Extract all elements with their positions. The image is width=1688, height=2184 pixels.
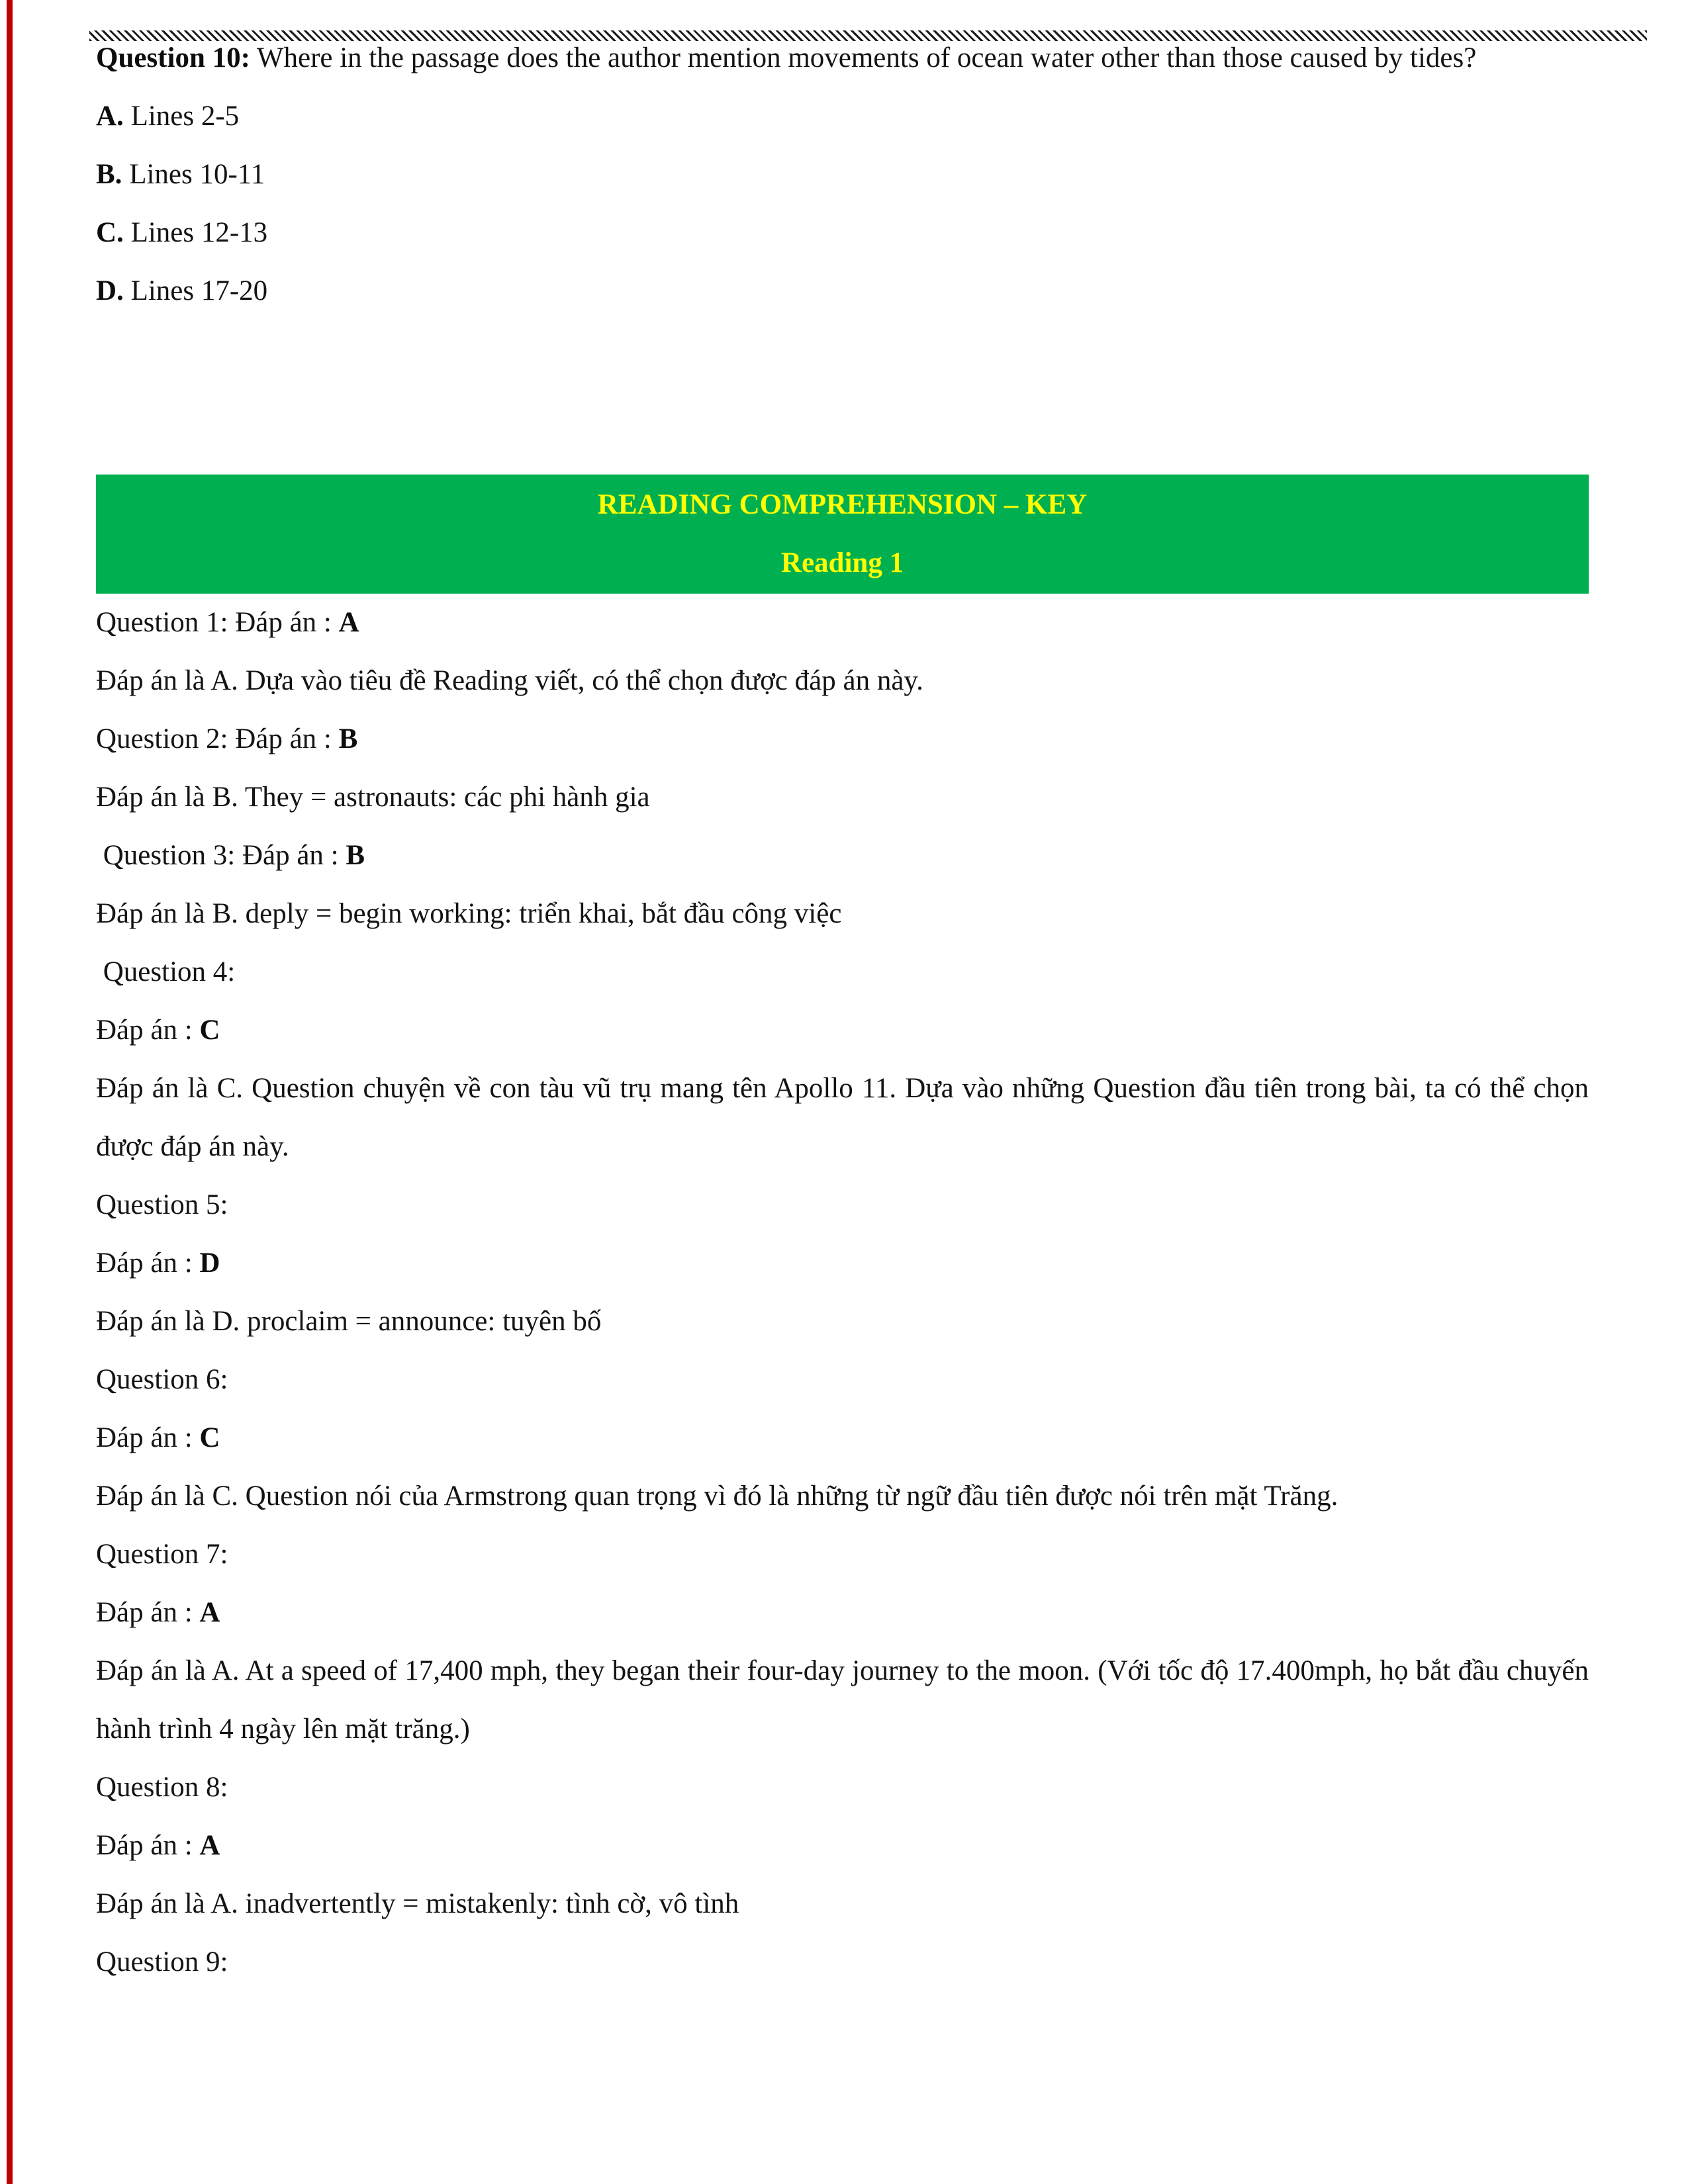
answer-key-line: [96, 1001, 1589, 1060]
answer-key-line: [96, 1758, 1589, 1817]
answer-letter: B: [346, 840, 365, 871]
option-text: Lines 10-11: [122, 159, 265, 190]
answer-text: Question 7:: [96, 1539, 228, 1570]
answer-key-line: [96, 827, 1589, 885]
option-letter: C.: [96, 217, 124, 248]
question-10-options: [96, 87, 1589, 320]
answer-key-line: [96, 1817, 1589, 1875]
answer-key-line: [96, 1409, 1589, 1467]
answer-key-line: [96, 768, 1589, 827]
answer-text: Đáp án là C. Question chuyện về con tàu vũ trụ mang tên Apollo 11. Dựa vào những Question đầu tiên trong bài, ta có thể chọn được đáp án này.: [96, 1073, 1596, 1162]
option-line: [96, 87, 1589, 146]
question-10-body: Where in the passage does the author mention movements of ocean water other than those caused by tides?: [250, 42, 1477, 73]
option-line: [96, 146, 1589, 204]
answer-key-line: [96, 1060, 1596, 1176]
answer-key-line: [96, 1525, 1589, 1584]
answer-text: Question 9:: [96, 1946, 228, 1978]
answer-text: Đáp án là D. proclaim = announce: tuyên bố: [96, 1306, 602, 1337]
answer-key-line: [96, 1467, 1589, 1525]
answer-text: Đáp án là C. Question nói của Armstrong quan trọng vì đó là những từ ngữ đầu tiên được nói trên mặt Trăng.: [96, 1480, 1338, 1512]
answer-text: Đáp án :: [96, 1830, 200, 1861]
answer-key-section: [96, 594, 1596, 1991]
option-letter: D.: [96, 275, 124, 306]
answer-text: Đáp án :: [96, 1248, 200, 1279]
answer-key-line: [96, 1234, 1589, 1293]
answer-letter: C: [199, 1422, 220, 1453]
answer-key-line: [96, 1351, 1589, 1409]
answer-key-line: [96, 594, 1589, 652]
banner-subtitle: Reading 1: [780, 547, 904, 578]
option-text: Lines 2-5: [123, 101, 240, 132]
answer-key-line: [96, 1584, 1589, 1642]
answer-text: Đáp án là A. At a speed of 17,400 mph, they began their four-day journey to the moon. (Với tốc độ 17.400mph, họ bắt đầu chuyến hành trình 4 ngày lên mặt trăng.): [96, 1655, 1596, 1745]
answer-key-line: [96, 710, 1589, 768]
answer-text: Question 3: Đáp án :: [96, 840, 346, 871]
answer-text: Đáp án là B. deply = begin working: triển khai, bắt đầu công việc: [96, 898, 842, 929]
question-10-label: Question 10:: [96, 42, 250, 73]
option-letter: B.: [96, 159, 122, 190]
answer-letter: A: [338, 607, 359, 638]
option-text: Lines 12-13: [123, 217, 268, 248]
answer-key-line: [96, 1933, 1589, 1991]
document-content: [96, 0, 1596, 1991]
answer-text: Question 8:: [96, 1772, 228, 1803]
answer-letter: C: [199, 1015, 220, 1046]
answer-letter: B: [338, 723, 358, 754]
answer-letter: D: [199, 1248, 220, 1279]
answer-text: Đáp án :: [96, 1597, 200, 1628]
option-letter: A.: [96, 101, 124, 132]
answer-text: Question 6:: [96, 1364, 228, 1395]
question-10-text: [96, 29, 1589, 87]
answer-letter: A: [199, 1830, 220, 1861]
answer-text: Đáp án là A. inadvertently = mistakenly: tình cờ, vô tình: [96, 1888, 739, 1919]
answer-key-line: [96, 1642, 1596, 1758]
answer-text: Question 4:: [96, 956, 236, 987]
answer-key-line: [96, 652, 1589, 710]
option-line: [96, 262, 1589, 320]
left-margin-line: [7, 0, 13, 2184]
option-text: Lines 17-20: [123, 275, 268, 306]
answer-text: Question 2: Đáp án :: [96, 723, 339, 754]
vertical-spacer: [96, 320, 1589, 475]
option-line: [96, 204, 1589, 262]
answer-text: Đáp án là B. They = astronauts: các phi hành gia: [96, 782, 650, 813]
answer-text: Question 1: Đáp án :: [96, 607, 339, 638]
banner-title: READING COMPREHENSION – KEY: [597, 489, 1088, 520]
reading-key-banner: [96, 475, 1589, 594]
answer-letter: A: [199, 1597, 220, 1628]
answer-text: Đáp án :: [96, 1422, 200, 1453]
answer-text: Đáp án là A. Dựa vào tiêu đề Reading viết, có thể chọn được đáp án này.: [96, 665, 923, 696]
answer-text: Question 5:: [96, 1189, 228, 1220]
answer-key-line: [96, 1875, 1589, 1933]
answer-key-line: [96, 943, 1589, 1001]
answer-text: Đáp án :: [96, 1015, 200, 1046]
answer-key-line: [96, 1176, 1589, 1234]
answer-key-line: [96, 885, 1589, 943]
answer-key-line: [96, 1293, 1589, 1351]
